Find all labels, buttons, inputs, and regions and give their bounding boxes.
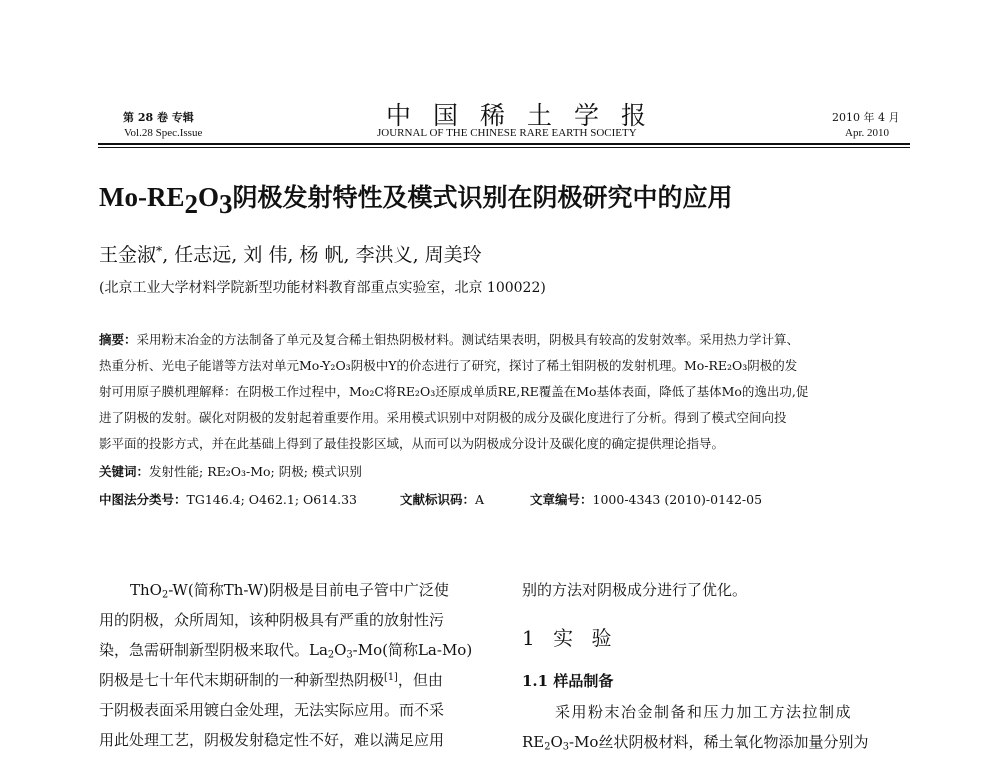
author-list — [99, 240, 482, 267]
title-sub-2: 3 — [219, 188, 233, 219]
journal-title-en: JOURNAL OF THE CHINESE RARE EARTH SOCIETY — [377, 127, 637, 139]
article-number — [530, 490, 762, 508]
affiliation: (北京工业大学材料学院新型功能材料教育部重点实验室，北京 100022) — [99, 280, 546, 296]
abstract-line-text: 采用粉末冶金的方法制备了单元及复合稀土钼热阴极材料。测试结果表明，阴极具有较高的发射效率。采用热力学计算、 — [136, 332, 800, 347]
author-first: 王金淑 — [99, 244, 157, 266]
volume-en: Vol.28 Spec.Issue — [124, 127, 203, 139]
author-rest: , 任志远, 刘 伟, 杨 帆, 李洪义, 周美玲 — [162, 244, 482, 266]
document-code-label: 文献标识码： — [400, 492, 476, 507]
title-text: 阴极发射特性及模式识别在阴极研究中的应用 — [232, 183, 733, 212]
subscript: 2 — [161, 589, 169, 601]
body-left-line: 用的阴极，众所周知，该种阴极具有严重的放射性污 — [99, 611, 445, 629]
keywords-text: 发射性能; RE₂O₃-Mo; 阴极; 模式识别 — [149, 464, 362, 479]
body-right-line — [522, 731, 868, 752]
abstract-line: 影平面的投影方式，并在此基础上得到了最佳投影区域，从而可以为阴极成分设计及碳化度的确定提供理论指导。 — [99, 436, 725, 451]
abstract-line: 热重分析、光电子能谱等方法对单元Mo-Y₂O₃阴极中Y的价态进行了研究，探讨了稀土钼阴极的发射机理。Mo-RE₂O₃阴极的发 — [99, 358, 798, 373]
keywords-label: 关键词： — [99, 464, 150, 479]
abstract-label: 摘要： — [99, 332, 137, 347]
article-number-label: 文章编号： — [530, 492, 593, 507]
date-cn: 2010 年 4 月 — [832, 111, 900, 124]
text-run: 阴极是七十年代末期研制的一种新型热阴极 — [99, 671, 385, 689]
article-number-value: 1000-4343 (2010)-0142-05 — [592, 492, 763, 507]
title-formula-prefix: Mo-RE — [99, 182, 185, 212]
document-code-value: A — [475, 492, 485, 507]
text-run: RE — [522, 733, 545, 751]
clc-value: TG146.4; O462.1; O614.33 — [186, 492, 358, 507]
text-run: -W(简称Th-W)阴极是目前电子管中广泛使 — [168, 581, 449, 599]
subscript: 3 — [562, 741, 569, 753]
clc-number — [99, 490, 357, 508]
header-rule-thin — [98, 147, 910, 148]
corresponding-mark: * — [156, 243, 163, 258]
article-title — [99, 178, 733, 219]
title-formula-mid: O — [197, 182, 219, 212]
text-run: O — [550, 733, 563, 751]
date-en: Apr. 2010 — [845, 127, 889, 139]
text-run: ，但由 — [397, 671, 443, 689]
text-run: -Mo(简称La-Mo) — [352, 641, 473, 659]
subscript: 2 — [327, 649, 335, 661]
text-run: ThO — [130, 581, 162, 599]
body-left-line — [130, 579, 449, 600]
journal-title-cn: 中国稀土学报 — [386, 101, 669, 130]
volume-cn: 第 28 卷 专辑 — [123, 111, 194, 124]
abstract-line: 进了阴极的发射。碳化对阴极的发射起着重要作用。采用模式识别中对阴极的成分及碳化度进行了分析。得到了模式空间向投 — [99, 410, 787, 425]
header-rule-thick — [98, 143, 910, 145]
keywords — [99, 462, 362, 480]
body-left-line — [99, 639, 472, 660]
title-sub-1: 2 — [184, 188, 198, 219]
abstract-line — [99, 330, 799, 348]
section-heading: 1 实 验 — [522, 626, 618, 650]
subsection-heading: 1.1 样品制备 — [522, 672, 614, 690]
body-left-line — [99, 669, 443, 690]
body-left-line: 于阴极表面采用镀白金处理，无法实际应用。而不采 — [99, 701, 445, 719]
abstract-line: 射可用原子膜机理解释：在阴极工作过程中，Mo₂C将RE₂O₃还原成单质RE,RE覆盖在Mo基体表面，降低了基体Mo的逸出功,促 — [99, 384, 809, 399]
text-run: O — [334, 641, 347, 659]
subscript: 3 — [346, 649, 353, 661]
text-run: 染，急需研制新型阴极来取代。La — [99, 641, 328, 659]
body-right-line: 采用粉末冶金制备和压力加工方法拉制成 — [555, 703, 853, 721]
citation-ref[interactable]: [1] — [384, 672, 398, 684]
body-right-line: 别的方法对阴极成分进行了优化。 — [522, 581, 748, 599]
subscript: 2 — [544, 741, 551, 753]
document-code — [400, 490, 484, 508]
body-left-line: 用此处理工艺，阴极发射稳定性不好，难以满足应用 — [99, 731, 445, 749]
text-run: -Mo丝状阴极材料，稀土氧化物添加量分别为 — [569, 733, 869, 751]
clc-label: 中图法分类号： — [99, 492, 187, 507]
